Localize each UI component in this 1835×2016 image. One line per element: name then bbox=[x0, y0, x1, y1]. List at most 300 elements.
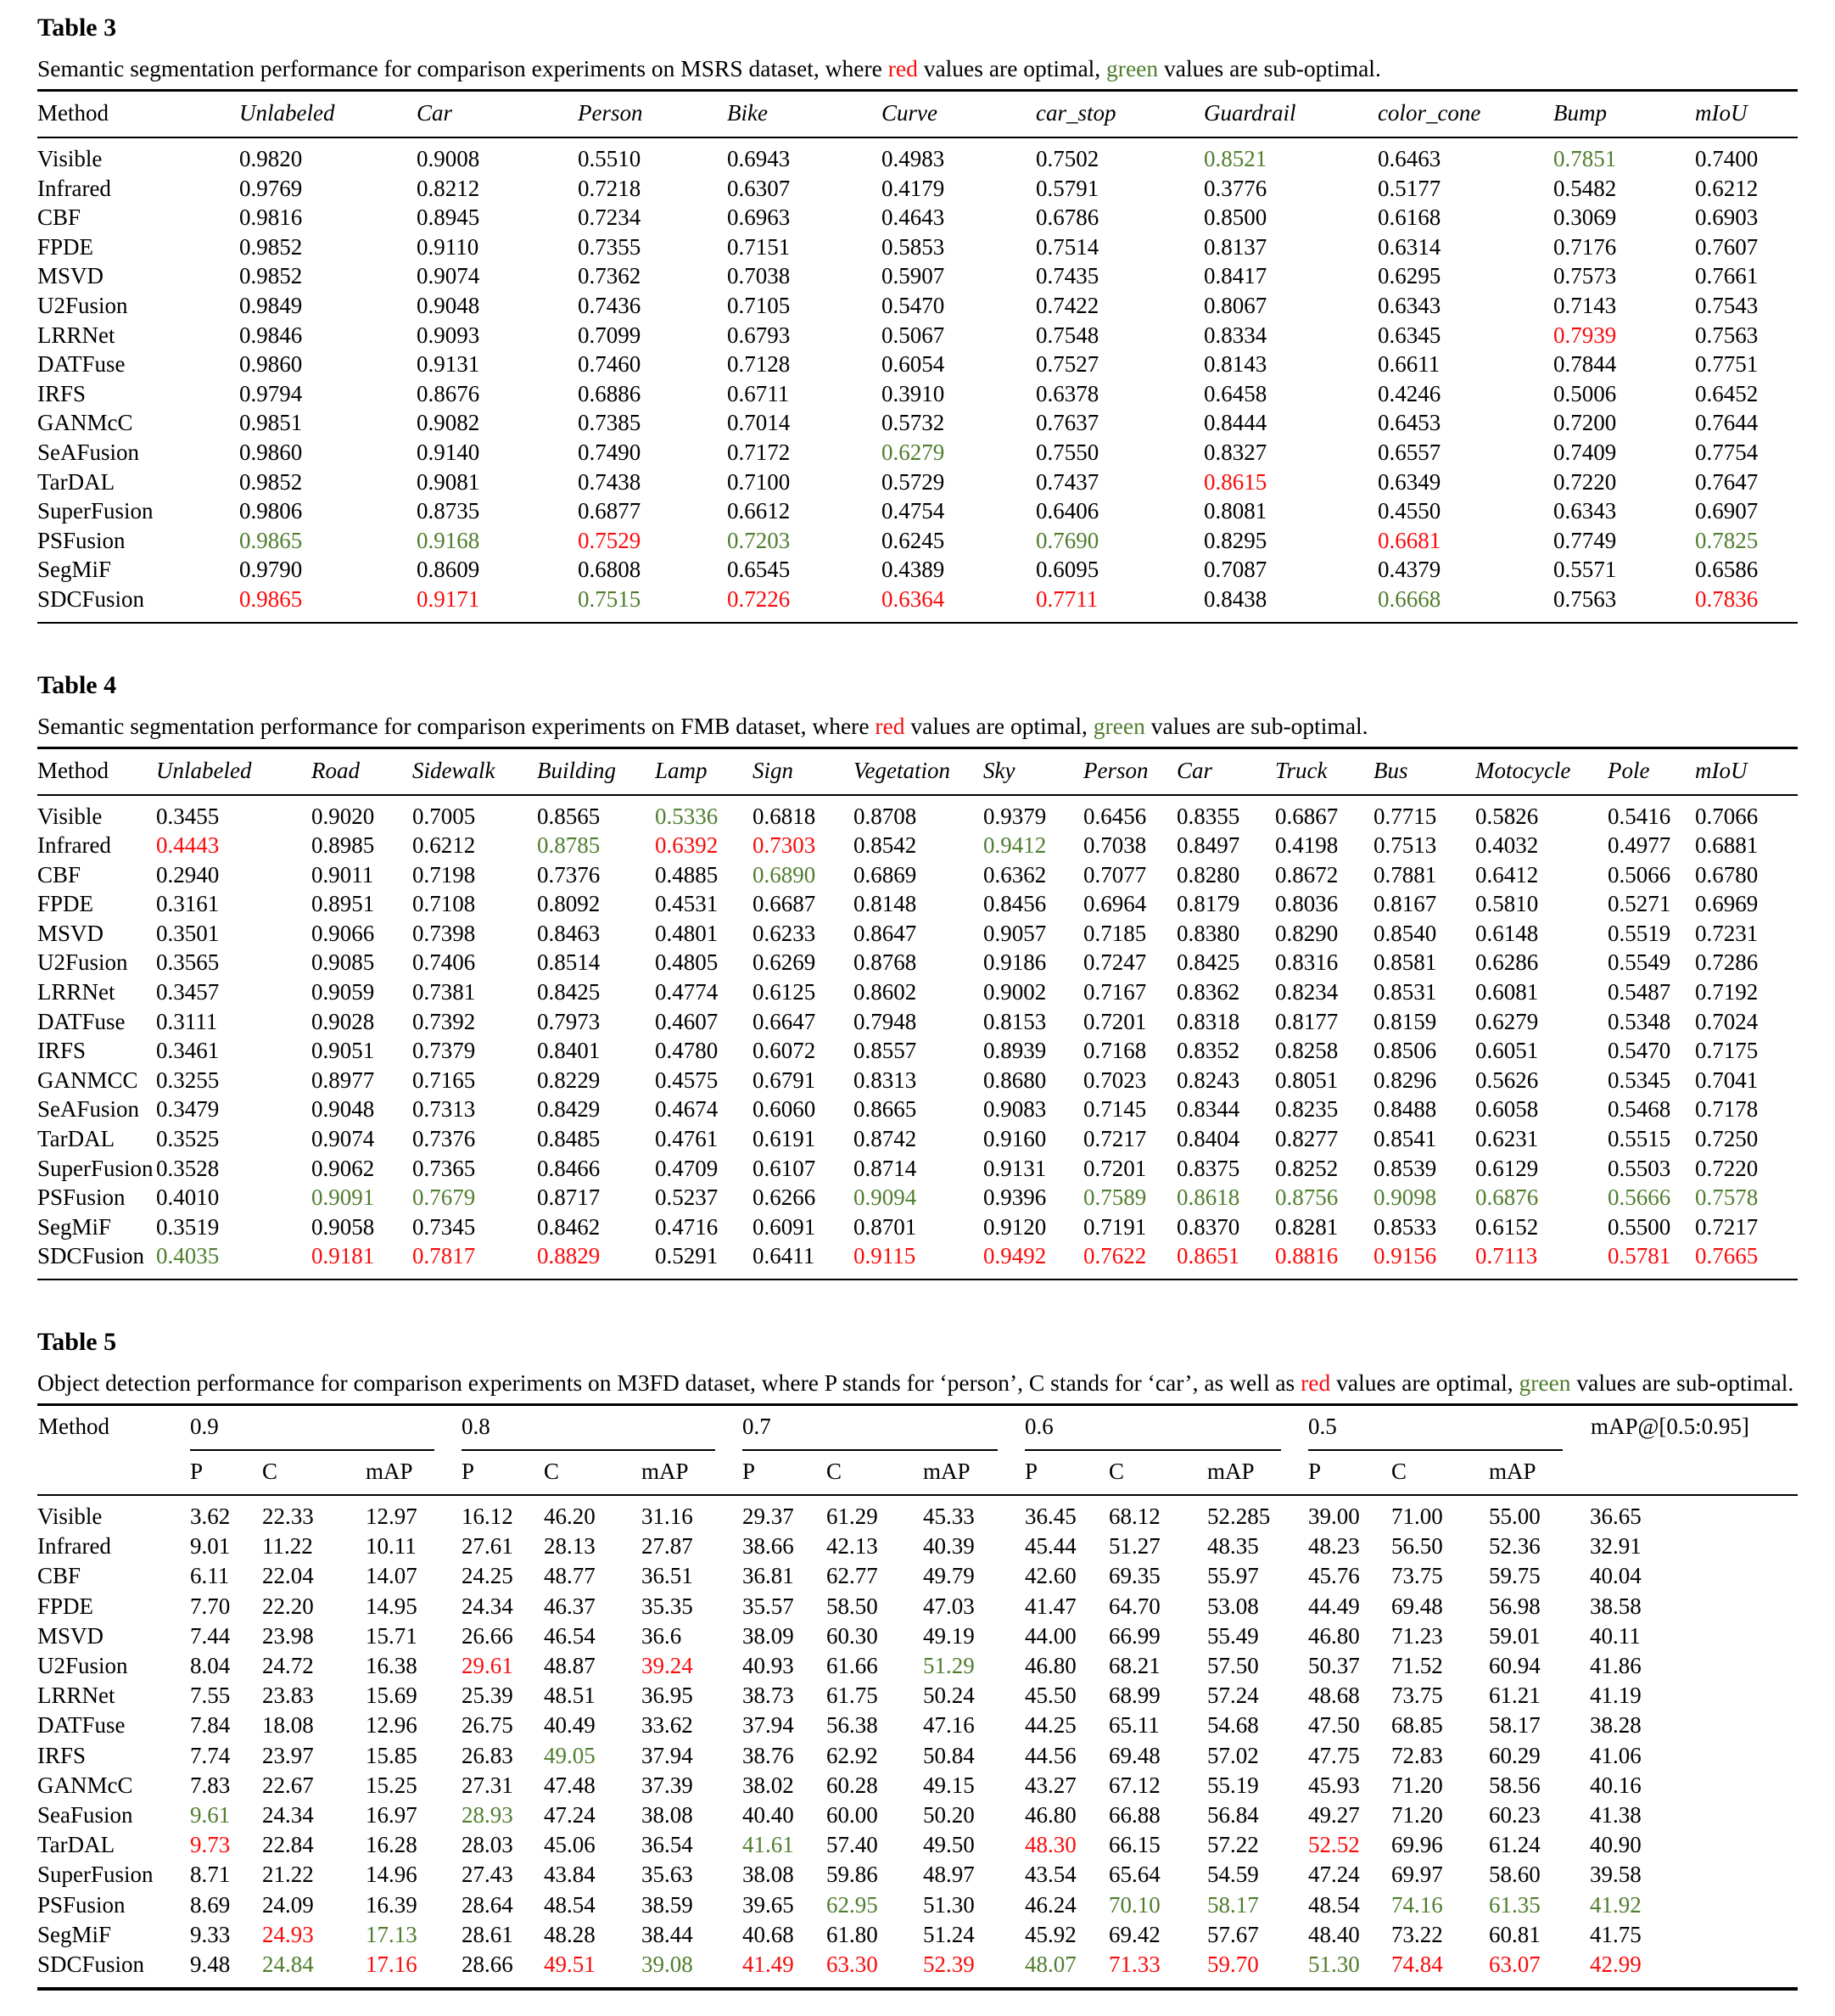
value-cell: 0.7817 bbox=[412, 1243, 476, 1269]
group-underline bbox=[1025, 1414, 1281, 1451]
method-cell: SegMiF bbox=[37, 557, 112, 583]
method-cell: DATFuse bbox=[37, 351, 126, 378]
value-cell: 56.84 bbox=[1207, 1802, 1259, 1828]
value-cell: 0.8425 bbox=[1176, 949, 1240, 976]
value-cell: 0.5067 bbox=[881, 322, 945, 348]
method-cell: SeAFusion bbox=[37, 1096, 140, 1123]
value-cell: 0.8438 bbox=[1203, 585, 1267, 612]
value-cell: 38.09 bbox=[742, 1622, 794, 1649]
iou-threshold-group-header bbox=[462, 1405, 742, 1452]
value-cell: 0.4885 bbox=[655, 861, 719, 888]
value-cell: 48.35 bbox=[1207, 1533, 1259, 1560]
value-cell: 0.8541 bbox=[1373, 1126, 1437, 1152]
value-cell: 14.07 bbox=[366, 1563, 417, 1589]
column-header: Building bbox=[537, 748, 655, 795]
value-cell: 0.5729 bbox=[881, 468, 945, 495]
value-cell: 0.9082 bbox=[417, 410, 480, 436]
table5-section bbox=[37, 1328, 1798, 1991]
sub-column-header: mAP bbox=[923, 1451, 1025, 1495]
method-column-header: Method bbox=[37, 91, 239, 138]
value-cell: 0.7422 bbox=[1035, 292, 1099, 318]
value-cell: 0.7622 bbox=[1083, 1243, 1147, 1269]
value-cell: 50.84 bbox=[923, 1742, 975, 1768]
value-cell: 9.01 bbox=[190, 1533, 231, 1560]
value-cell: 0.9860 bbox=[239, 439, 303, 465]
value-cell: 0.5626 bbox=[1474, 1067, 1539, 1093]
iou-threshold-label: 0.6 bbox=[1025, 1414, 1054, 1439]
value-cell: 43.84 bbox=[544, 1862, 596, 1888]
value-cell: 48.28 bbox=[544, 1921, 596, 1947]
value-cell: 0.8355 bbox=[1176, 803, 1240, 829]
value-cell: 60.28 bbox=[826, 1772, 878, 1798]
value-cell: 0.6295 bbox=[1377, 263, 1441, 289]
value-cell: 0.6231 bbox=[1474, 1126, 1539, 1152]
value-cell: 0.6818 bbox=[752, 803, 816, 829]
value-cell: 0.5237 bbox=[655, 1184, 719, 1211]
value-cell: 0.7143 bbox=[1552, 292, 1617, 318]
value-cell: 0.6687 bbox=[752, 891, 816, 917]
value-cell: 49.51 bbox=[544, 1952, 596, 1978]
value-cell: 67.12 bbox=[1109, 1772, 1161, 1798]
value-cell: 0.6877 bbox=[578, 498, 641, 524]
value-cell: 0.8609 bbox=[417, 557, 480, 583]
value-cell: 42.60 bbox=[1025, 1563, 1077, 1589]
value-cell: 61.21 bbox=[1488, 1683, 1541, 1709]
value-cell: 46.24 bbox=[1025, 1891, 1077, 1918]
value-cell: 0.6191 bbox=[752, 1126, 816, 1152]
caption-text: Semantic segmentation performance for comparison experiments on FMB dataset, where bbox=[37, 712, 876, 739]
value-cell: 48.30 bbox=[1025, 1832, 1077, 1858]
value-cell: 0.5470 bbox=[1607, 1038, 1671, 1064]
value-cell: 0.7220 bbox=[1552, 468, 1617, 495]
table-row bbox=[37, 261, 1798, 291]
value-cell: 0.8290 bbox=[1274, 920, 1339, 946]
method-cell: TarDAL bbox=[37, 1126, 115, 1152]
method-cell: CBF bbox=[37, 204, 81, 231]
value-cell: 0.9081 bbox=[417, 468, 480, 495]
method-cell: MSVD bbox=[37, 263, 104, 289]
value-cell: 59.86 bbox=[826, 1862, 878, 1888]
value-cell: 0.6711 bbox=[727, 380, 790, 406]
value-cell: 49.05 bbox=[544, 1742, 596, 1768]
value-cell: 0.8159 bbox=[1373, 1008, 1437, 1034]
value-cell: 0.7836 bbox=[1694, 585, 1759, 612]
value-cell: 0.3776 bbox=[1203, 175, 1267, 201]
value-cell: 45.06 bbox=[544, 1832, 596, 1858]
column-header: Pole bbox=[1608, 748, 1695, 795]
table4-table bbox=[37, 747, 1798, 1281]
value-cell: 0.7529 bbox=[578, 527, 641, 553]
value-cell: 41.19 bbox=[1589, 1683, 1642, 1709]
value-cell: 0.9849 bbox=[239, 292, 303, 318]
value-cell: 37.39 bbox=[641, 1772, 693, 1798]
value-cell: 0.8327 bbox=[1203, 439, 1267, 465]
value-cell: 39.08 bbox=[641, 1952, 693, 1978]
method-column-header: Method bbox=[37, 1405, 190, 1496]
value-cell: 0.9094 bbox=[853, 1184, 917, 1211]
value-cell: 44.25 bbox=[1025, 1712, 1077, 1739]
value-cell: 38.58 bbox=[1589, 1593, 1642, 1619]
value-cell: 28.93 bbox=[462, 1802, 513, 1828]
value-cell: 0.9865 bbox=[239, 585, 303, 612]
value-cell: 0.6266 bbox=[752, 1184, 816, 1211]
column-header: car_stop bbox=[1036, 91, 1204, 138]
value-cell: 48.07 bbox=[1025, 1952, 1077, 1978]
value-cell: 0.7665 bbox=[1694, 1243, 1759, 1269]
value-cell: 0.7513 bbox=[1373, 832, 1437, 859]
value-cell: 56.50 bbox=[1390, 1533, 1443, 1560]
value-cell: 0.9846 bbox=[239, 322, 303, 348]
table-row bbox=[37, 919, 1798, 949]
value-cell: 0.9083 bbox=[982, 1096, 1047, 1123]
value-cell: 36.6 bbox=[641, 1622, 682, 1649]
value-cell: 38.08 bbox=[641, 1802, 693, 1828]
value-cell: 55.00 bbox=[1488, 1504, 1541, 1529]
value-cell: 0.7038 bbox=[727, 263, 791, 289]
value-cell: 48.54 bbox=[1308, 1891, 1360, 1918]
method-cell: DATFuse bbox=[37, 1712, 126, 1739]
value-cell: 0.6907 bbox=[1694, 498, 1759, 524]
value-cell: 7.44 bbox=[190, 1622, 231, 1649]
value-cell: 9.73 bbox=[190, 1832, 231, 1858]
value-cell: 47.24 bbox=[1308, 1862, 1360, 1888]
value-cell: 37.94 bbox=[641, 1742, 693, 1768]
column-header: Road bbox=[311, 748, 412, 795]
value-cell: 0.8404 bbox=[1176, 1126, 1240, 1152]
value-cell: 0.9048 bbox=[417, 292, 480, 318]
value-cell: 0.6148 bbox=[1474, 920, 1539, 946]
value-cell: 15.71 bbox=[366, 1622, 417, 1649]
table5-table bbox=[37, 1403, 1798, 1991]
value-cell: 0.7881 bbox=[1373, 861, 1437, 888]
value-cell: 0.6091 bbox=[752, 1213, 816, 1240]
method-cell: LRRNet bbox=[37, 1683, 115, 1709]
value-cell: 73.75 bbox=[1390, 1563, 1443, 1589]
caption-color-word: red bbox=[887, 55, 918, 81]
value-cell: 58.50 bbox=[826, 1593, 878, 1619]
value-cell: 35.57 bbox=[742, 1593, 794, 1619]
value-cell: 0.7573 bbox=[1552, 263, 1617, 289]
value-cell: 0.3457 bbox=[156, 979, 220, 1005]
value-cell: 0.7711 bbox=[1035, 585, 1099, 612]
value-cell: 0.9008 bbox=[417, 146, 480, 171]
value-cell: 49.19 bbox=[923, 1622, 975, 1649]
sub-column-header: mAP bbox=[366, 1451, 462, 1495]
value-cell: 41.92 bbox=[1589, 1891, 1642, 1918]
value-cell: 0.4010 bbox=[156, 1184, 220, 1211]
value-cell: 0.6780 bbox=[1694, 861, 1759, 888]
table5-title: Table 5 bbox=[37, 1328, 117, 1356]
method-cell: SDCFusion bbox=[37, 1952, 145, 1978]
sub-column-header: P bbox=[190, 1451, 262, 1495]
value-cell: 49.15 bbox=[923, 1772, 975, 1798]
method-cell: TarDAL bbox=[37, 468, 115, 495]
value-cell: 22.33 bbox=[262, 1504, 314, 1529]
value-cell: 0.7014 bbox=[727, 410, 791, 436]
value-cell: 65.64 bbox=[1109, 1862, 1161, 1888]
value-cell: 0.9062 bbox=[311, 1155, 375, 1181]
value-cell: 0.6364 bbox=[881, 585, 945, 612]
column-header: Guardrail bbox=[1204, 91, 1378, 138]
value-cell: 0.9852 bbox=[239, 263, 303, 289]
group-underline bbox=[462, 1414, 715, 1451]
value-cell: 0.8462 bbox=[537, 1213, 601, 1240]
value-cell: 51.30 bbox=[923, 1891, 975, 1918]
value-cell: 40.93 bbox=[742, 1653, 794, 1679]
value-cell: 0.8514 bbox=[537, 949, 601, 976]
value-cell: 55.19 bbox=[1207, 1772, 1259, 1798]
value-cell: 25.39 bbox=[462, 1683, 513, 1709]
value-cell: 22.04 bbox=[262, 1563, 314, 1589]
value-cell: 60.00 bbox=[826, 1802, 878, 1828]
value-cell: 0.7435 bbox=[1035, 263, 1099, 289]
table-row bbox=[37, 379, 1798, 409]
sub-column-header: C bbox=[1391, 1451, 1489, 1495]
value-cell: 0.8540 bbox=[1373, 920, 1437, 946]
value-cell: 0.6943 bbox=[727, 146, 791, 171]
value-cell: 22.84 bbox=[262, 1832, 314, 1858]
value-cell: 0.8651 bbox=[1176, 1243, 1240, 1269]
value-cell: 0.5345 bbox=[1607, 1067, 1671, 1093]
value-cell: 0.9074 bbox=[417, 263, 480, 289]
value-cell: 11.22 bbox=[262, 1533, 313, 1560]
method-cell: Infrared bbox=[37, 832, 111, 859]
caption-text: Object detection performance for comparison experiments on M3FD dataset, where P stands for ‘person’, C stands for ‘car’, as well as bbox=[37, 1369, 1301, 1396]
value-cell: 45.50 bbox=[1025, 1683, 1077, 1709]
value-cell: 0.9168 bbox=[417, 527, 480, 553]
value-cell: 0.9379 bbox=[982, 803, 1047, 829]
value-cell: 68.99 bbox=[1109, 1683, 1161, 1709]
value-cell: 0.7176 bbox=[1552, 233, 1617, 260]
value-cell: 51.30 bbox=[1308, 1952, 1360, 1978]
value-cell: 0.6890 bbox=[752, 861, 816, 888]
value-cell: 38.76 bbox=[742, 1742, 794, 1768]
value-cell: 0.3519 bbox=[156, 1213, 220, 1240]
value-cell: 71.23 bbox=[1390, 1622, 1443, 1649]
value-cell: 0.7167 bbox=[1083, 979, 1147, 1005]
column-header: Person bbox=[578, 91, 727, 138]
value-cell: 6.11 bbox=[190, 1563, 230, 1589]
method-cell: FPDE bbox=[37, 1593, 94, 1619]
column-header: Vegetation bbox=[853, 748, 983, 795]
value-cell: 0.9011 bbox=[311, 861, 374, 888]
value-cell: 28.61 bbox=[462, 1921, 513, 1947]
table-row bbox=[37, 795, 1798, 832]
value-cell: 0.9186 bbox=[982, 949, 1047, 976]
value-cell: 0.8280 bbox=[1176, 861, 1240, 888]
value-cell: 0.7151 bbox=[727, 233, 791, 260]
value-cell: 0.8463 bbox=[537, 920, 601, 946]
value-cell: 0.8521 bbox=[1203, 146, 1267, 171]
column-header: Bike bbox=[727, 91, 881, 138]
value-cell: 0.7400 bbox=[1694, 146, 1759, 171]
value-cell: 0.6557 bbox=[1377, 439, 1441, 465]
method-cell: PSFusion bbox=[37, 1891, 126, 1918]
value-cell: 12.97 bbox=[366, 1504, 417, 1529]
value-cell: 0.7550 bbox=[1035, 439, 1099, 465]
value-cell: 60.29 bbox=[1488, 1742, 1541, 1768]
value-cell: 51.24 bbox=[923, 1921, 975, 1947]
value-cell: 0.6307 bbox=[727, 175, 791, 201]
value-cell: 66.88 bbox=[1109, 1802, 1161, 1828]
value-cell: 0.8665 bbox=[853, 1096, 917, 1123]
value-cell: 49.79 bbox=[923, 1563, 975, 1589]
table-row bbox=[37, 1007, 1798, 1037]
column-header: color_cone bbox=[1378, 91, 1553, 138]
value-cell: 0.7502 bbox=[1035, 146, 1099, 171]
value-cell: 0.4761 bbox=[655, 1126, 719, 1152]
value-cell: 0.7392 bbox=[412, 1008, 476, 1034]
value-cell: 0.3111 bbox=[156, 1008, 218, 1034]
value-cell: 0.5666 bbox=[1607, 1184, 1671, 1211]
value-cell: 0.5066 bbox=[1607, 861, 1671, 888]
table-row bbox=[37, 977, 1798, 1007]
value-cell: 0.8143 bbox=[1203, 351, 1267, 378]
value-cell: 0.8252 bbox=[1274, 1155, 1339, 1181]
table-row bbox=[37, 555, 1798, 585]
sub-column-header: C bbox=[1109, 1451, 1207, 1495]
value-cell: 0.3525 bbox=[156, 1126, 220, 1152]
method-cell: Visible bbox=[37, 146, 103, 171]
value-cell: 24.34 bbox=[262, 1802, 314, 1828]
table3-caption bbox=[37, 53, 1798, 84]
value-cell: 0.6125 bbox=[752, 979, 816, 1005]
value-cell: 0.7099 bbox=[578, 322, 641, 348]
value-cell: 0.6095 bbox=[1035, 557, 1099, 583]
table-row bbox=[37, 1830, 1798, 1860]
value-cell: 0.8672 bbox=[1274, 861, 1339, 888]
column-header: mIoU bbox=[1695, 748, 1798, 795]
value-cell: 0.6458 bbox=[1203, 380, 1267, 406]
value-cell: 68.85 bbox=[1390, 1712, 1443, 1739]
value-cell: 0.6453 bbox=[1377, 410, 1441, 436]
table-row bbox=[37, 1950, 1798, 1989]
value-cell: 38.28 bbox=[1589, 1712, 1642, 1739]
sub-header-row bbox=[37, 1451, 1798, 1495]
value-cell: 57.22 bbox=[1207, 1832, 1259, 1858]
table-row bbox=[37, 1800, 1798, 1830]
value-cell: 50.37 bbox=[1308, 1653, 1360, 1679]
value-cell: 0.9860 bbox=[239, 351, 303, 378]
value-cell: 0.7172 bbox=[727, 439, 791, 465]
value-cell: 0.8313 bbox=[853, 1067, 917, 1093]
value-cell: 16.38 bbox=[366, 1653, 417, 1679]
method-cell: LRRNet bbox=[37, 322, 115, 348]
value-cell: 0.9160 bbox=[982, 1126, 1047, 1152]
table3-table bbox=[37, 89, 1798, 624]
method-cell: PSFusion bbox=[37, 527, 126, 553]
value-cell: 0.8557 bbox=[853, 1038, 917, 1064]
value-cell: 0.6152 bbox=[1474, 1213, 1539, 1240]
value-cell: 0.8717 bbox=[537, 1184, 601, 1211]
value-cell: 0.5519 bbox=[1607, 920, 1671, 946]
value-cell: 0.6345 bbox=[1377, 322, 1441, 348]
value-cell: 0.8602 bbox=[853, 979, 917, 1005]
value-cell: 0.8344 bbox=[1176, 1096, 1240, 1123]
value-cell: 0.7379 bbox=[412, 1038, 476, 1064]
value-cell: 0.6463 bbox=[1377, 146, 1441, 171]
iou-threshold-label: 0.9 bbox=[190, 1414, 219, 1439]
value-cell: 0.8067 bbox=[1203, 292, 1267, 318]
value-cell: 0.8565 bbox=[537, 803, 601, 829]
value-cell: 0.7145 bbox=[1083, 1096, 1147, 1123]
value-cell: 69.42 bbox=[1109, 1921, 1161, 1947]
value-cell: 0.7644 bbox=[1694, 410, 1759, 436]
value-cell: 0.5781 bbox=[1607, 1243, 1671, 1269]
value-cell: 17.16 bbox=[366, 1952, 417, 1978]
value-cell: 0.7381 bbox=[412, 979, 476, 1005]
value-cell: 0.6279 bbox=[1474, 1008, 1539, 1034]
value-cell: 68.21 bbox=[1109, 1653, 1161, 1679]
iou-threshold-label: 0.5 bbox=[1308, 1414, 1337, 1439]
method-cell: IRFS bbox=[37, 1038, 87, 1064]
value-cell: 0.7376 bbox=[412, 1126, 476, 1152]
value-cell: 0.8456 bbox=[982, 891, 1047, 917]
value-cell: 0.9098 bbox=[1373, 1184, 1437, 1211]
table-row bbox=[37, 1920, 1798, 1950]
method-cell: CBF bbox=[37, 861, 81, 888]
value-cell: 0.9131 bbox=[982, 1155, 1047, 1181]
value-cell: 73.75 bbox=[1390, 1683, 1443, 1709]
value-cell: 0.4379 bbox=[1377, 557, 1441, 583]
value-cell: 0.7362 bbox=[578, 263, 641, 289]
value-cell: 0.7005 bbox=[412, 803, 476, 829]
value-cell: 0.9002 bbox=[982, 979, 1047, 1005]
table-row bbox=[37, 1771, 1798, 1800]
value-cell: 40.39 bbox=[923, 1533, 975, 1560]
value-cell: 0.8735 bbox=[417, 498, 480, 524]
value-cell: 9.33 bbox=[190, 1921, 231, 1947]
method-cell: GANMCC bbox=[37, 1067, 138, 1093]
value-cell: 0.6881 bbox=[1694, 832, 1759, 859]
value-cell: 0.9396 bbox=[982, 1184, 1047, 1211]
table-row bbox=[37, 174, 1798, 204]
value-cell: 58.56 bbox=[1488, 1772, 1541, 1798]
table-row bbox=[37, 1124, 1798, 1154]
value-cell: 0.6611 bbox=[1377, 351, 1441, 378]
value-cell: 9.61 bbox=[190, 1802, 231, 1828]
value-cell: 0.7939 bbox=[1552, 322, 1617, 348]
value-cell: 0.7548 bbox=[1035, 322, 1099, 348]
value-cell: 59.01 bbox=[1488, 1622, 1541, 1649]
value-cell: 0.7578 bbox=[1694, 1184, 1759, 1211]
method-column-header: Method bbox=[37, 748, 156, 795]
value-cell: 15.85 bbox=[366, 1742, 417, 1768]
table-row bbox=[37, 1592, 1798, 1621]
value-cell: 0.6869 bbox=[853, 861, 917, 888]
value-cell: 0.8756 bbox=[1274, 1184, 1339, 1211]
value-cell: 66.99 bbox=[1109, 1622, 1161, 1649]
value-cell: 0.6867 bbox=[1274, 803, 1339, 829]
value-cell: 0.8985 bbox=[311, 832, 375, 859]
method-cell: FPDE bbox=[37, 233, 94, 260]
value-cell: 53.08 bbox=[1207, 1593, 1259, 1619]
value-cell: 0.8701 bbox=[853, 1213, 917, 1240]
value-cell: 0.7437 bbox=[1035, 468, 1099, 495]
value-cell: 0.8167 bbox=[1373, 891, 1437, 917]
value-cell: 0.8647 bbox=[853, 920, 917, 946]
value-cell: 52.285 bbox=[1207, 1504, 1271, 1529]
value-cell: 49.50 bbox=[923, 1832, 975, 1858]
value-cell: 0.6129 bbox=[1474, 1155, 1539, 1181]
value-cell: 61.75 bbox=[826, 1683, 878, 1709]
value-cell: 57.67 bbox=[1207, 1921, 1259, 1947]
table-row bbox=[37, 948, 1798, 977]
value-cell: 0.8229 bbox=[537, 1067, 601, 1093]
sub-column-header: P bbox=[1025, 1451, 1109, 1495]
caption-text: values are optimal, bbox=[904, 712, 1094, 739]
value-cell: 0.7679 bbox=[412, 1184, 476, 1211]
